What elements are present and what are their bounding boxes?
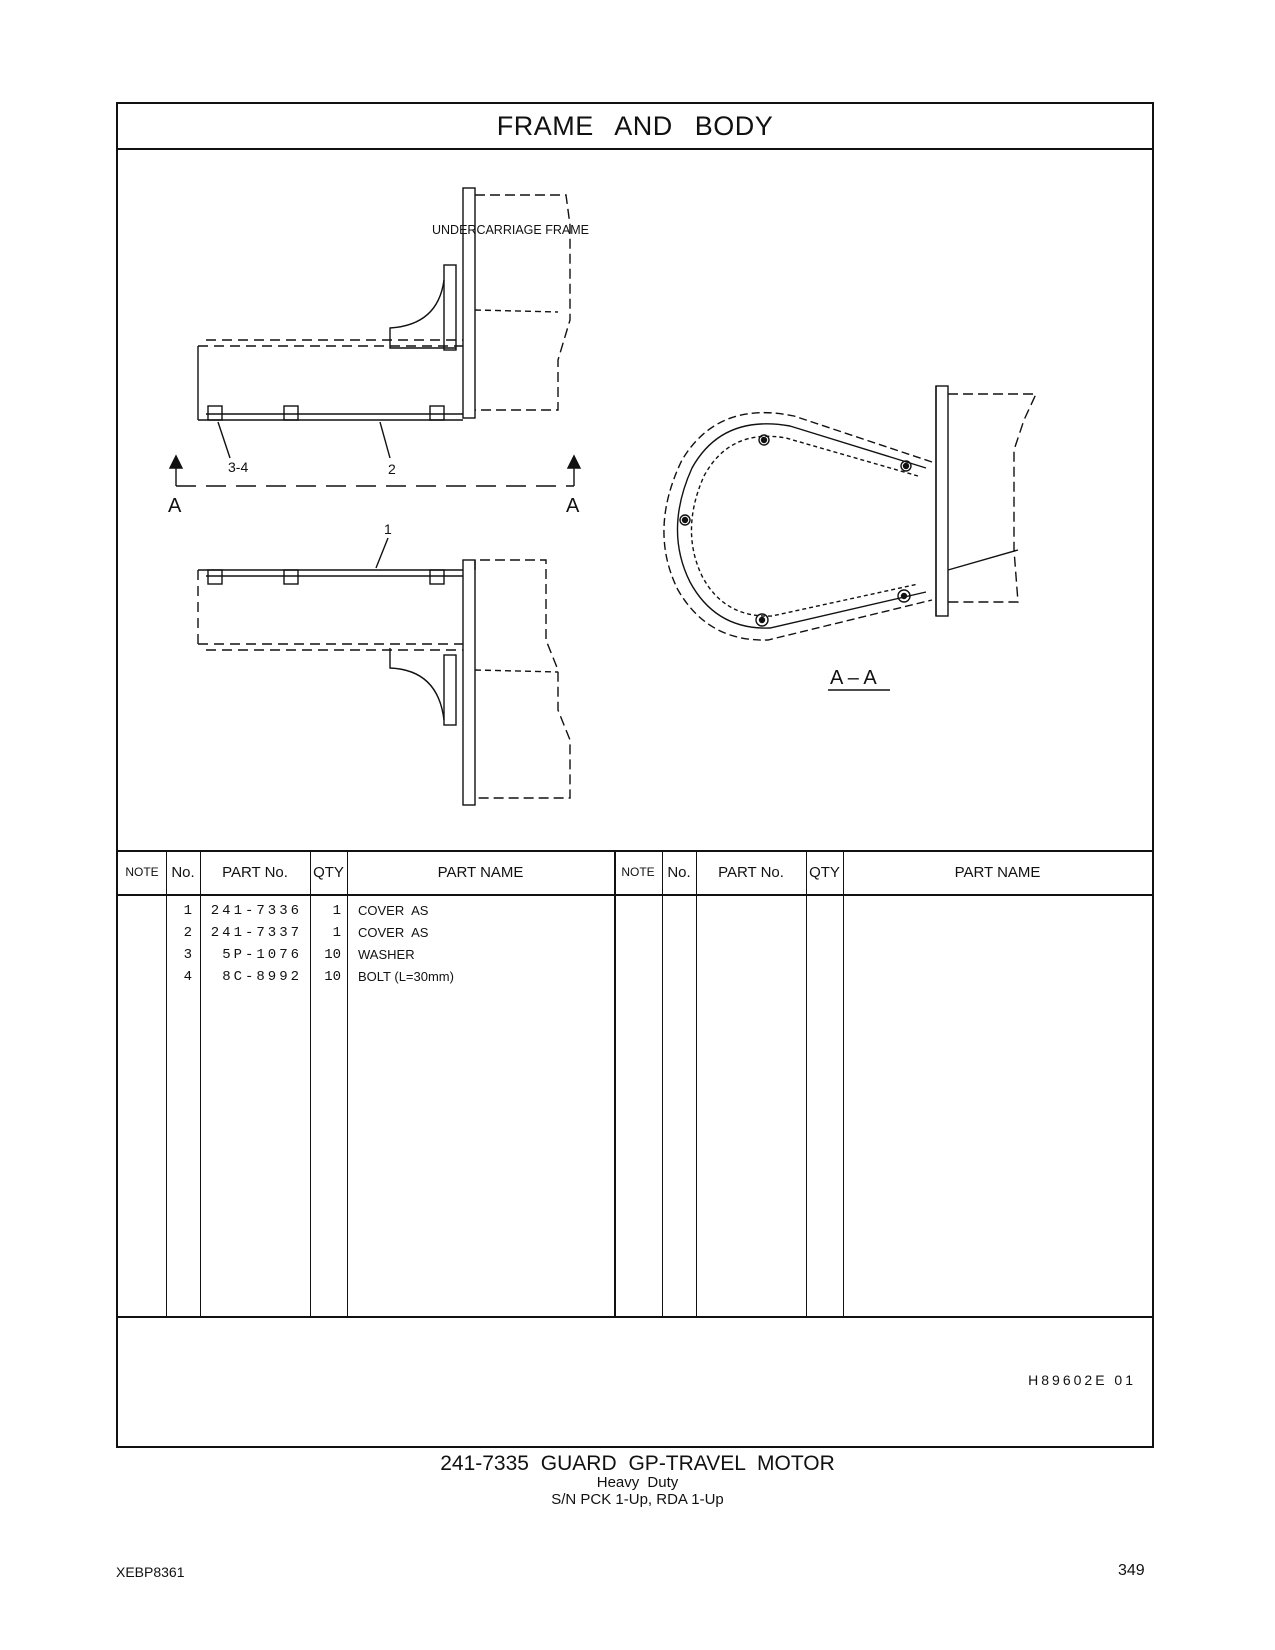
title-bar [118,104,1152,150]
row-3-part-no: 5P-1076 [222,947,302,963]
row-1-qty: 1 [332,903,341,919]
leader-2 [380,422,390,458]
row-1-name: COVER AS [358,903,429,918]
group-subtitle: Heavy Duty [596,1474,679,1491]
section-cover-outer [664,413,932,640]
document-id: XEBP8361 [116,1564,185,1580]
section-view-label: A – A [830,667,877,689]
callout-3-4: 3-4 [228,459,249,475]
top-bolt-1 [208,406,222,420]
top-bolt-2 [284,406,298,420]
technical-drawing [118,150,1152,896]
section-frame-wall [936,386,948,616]
bottom-bolt-1 [208,570,222,584]
row-3-no: 3 [183,947,192,963]
top-bolt-3 [430,406,444,420]
callout-1: 1 [384,521,392,537]
bottom-bolt-2 [284,570,298,584]
row-3-name: WASHER [358,947,415,962]
header-qty-right: QTY [809,863,840,881]
header-qty: QTY [313,863,344,881]
row-1-no: 1 [183,903,192,919]
parts-page-frame [116,102,1154,1448]
bottom-frame-wall [463,560,475,805]
row-2-no: 2 [183,925,192,941]
frame-label: UNDERCARRIAGE FRAME [432,223,589,237]
header-no-right: No. [667,863,691,881]
row-4-part-no: 8C-8992 [222,969,302,985]
serial-range: S/N PCK 1-Up, RDA 1-Up [551,1491,724,1508]
row-2-qty: 1 [332,925,341,941]
page-title: FRAME AND BODY [496,110,774,141]
leader-1 [376,538,388,568]
header-part-name-right: PART NAME [954,863,1041,881]
table-bottom-border [118,1316,1152,1318]
header-no: No. [171,863,195,881]
row-4-qty: 10 [324,969,341,985]
bottom-bolt-3 [430,570,444,584]
callout-2: 2 [388,461,396,477]
row-4-name: BOLT (L=30mm) [358,969,454,984]
section-mark-left: A [168,495,182,517]
row-2-part-no: 241-7337 [210,925,302,941]
leader-3-4 [218,422,230,458]
header-part-name: PART NAME [437,863,524,881]
row-2-name: COVER AS [358,925,429,940]
section-mark-right: A [566,495,580,517]
table-header-border [118,894,1152,896]
group-title: 241-7335 GUARD GP-TRAVEL MOTOR [440,1452,835,1475]
page-number: 349 [1118,1562,1145,1579]
illustration-code: H89602E 01 [1028,1372,1136,1388]
header-note: NOTE [125,865,159,879]
row-3-qty: 10 [324,947,341,963]
section-cover-inner [677,424,926,628]
header-part-no-right: PART No. [718,863,784,881]
row-4-no: 4 [183,969,192,985]
row-1-part-no: 241-7336 [210,903,302,919]
header-note-right: NOTE [621,865,655,879]
header-part-no: PART No. [222,863,288,881]
